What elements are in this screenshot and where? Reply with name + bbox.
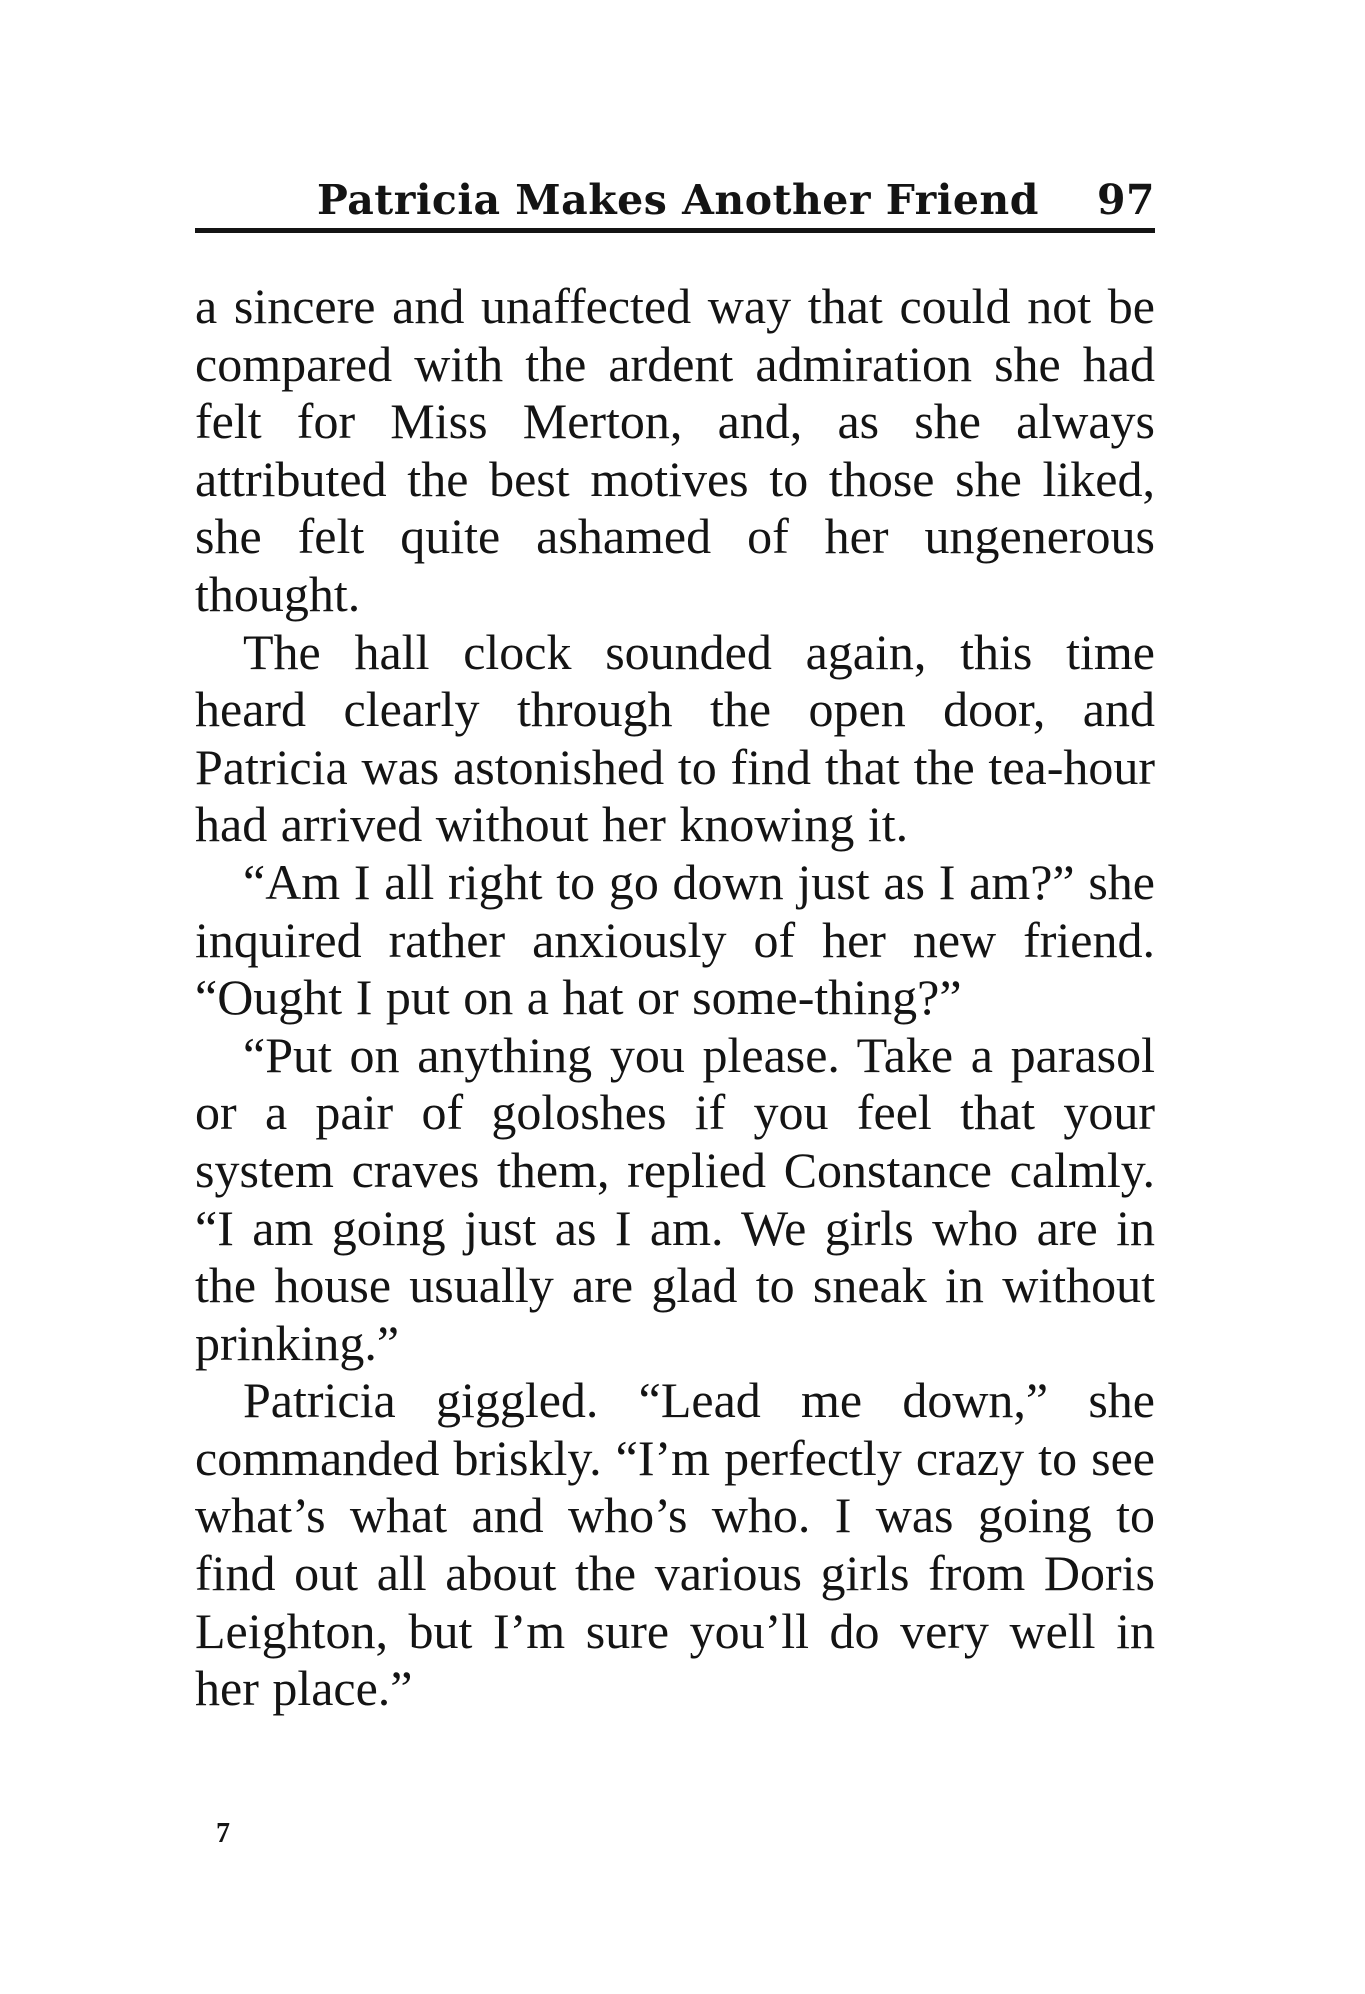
signature-mark: 7 bbox=[216, 1818, 230, 1849]
paragraph-5: Patricia giggled. “Lead me down,” she commanded briskly. “I’m perfectly crazy to see what’s what and who’s who. I was going to find out all about the various girls from Doris Leighton, but I’m sure you’ll do very well in her place.” bbox=[195, 1372, 1155, 1717]
running-head bbox=[195, 160, 1155, 226]
paragraph-2: The hall clock sounded again, this time heard clearly through the open door, and Patricia was astonished to find that the tea-hour had arrived without her knowing it. bbox=[195, 623, 1155, 853]
header-rule bbox=[195, 228, 1155, 233]
body-text bbox=[195, 278, 1155, 1718]
running-head-title: Patricia Makes Another Friend bbox=[317, 176, 1039, 224]
page-number: 97 bbox=[1096, 176, 1155, 224]
paragraph-3: “Am I all right to go down just as I am?” she inquired rather anxiously of her new friend. “Ought I put on a hat or some-thing?” bbox=[195, 853, 1155, 1026]
paragraph-4: “Put on anything you please. Take a parasol or a pair of goloshes if you feel that your system craves them, replied Constance calmly. “I am going just as I am. We girls who are in the house usually are glad to sneak in without prinking.” bbox=[195, 1026, 1155, 1371]
paragraph-1: a sincere and unaffected way that could not be compared with the ardent admiration she had felt for Miss Merton, and, as she always attributed the best motives to those she liked, she felt quite ashamed of her ungenerous thought. bbox=[195, 278, 1155, 622]
